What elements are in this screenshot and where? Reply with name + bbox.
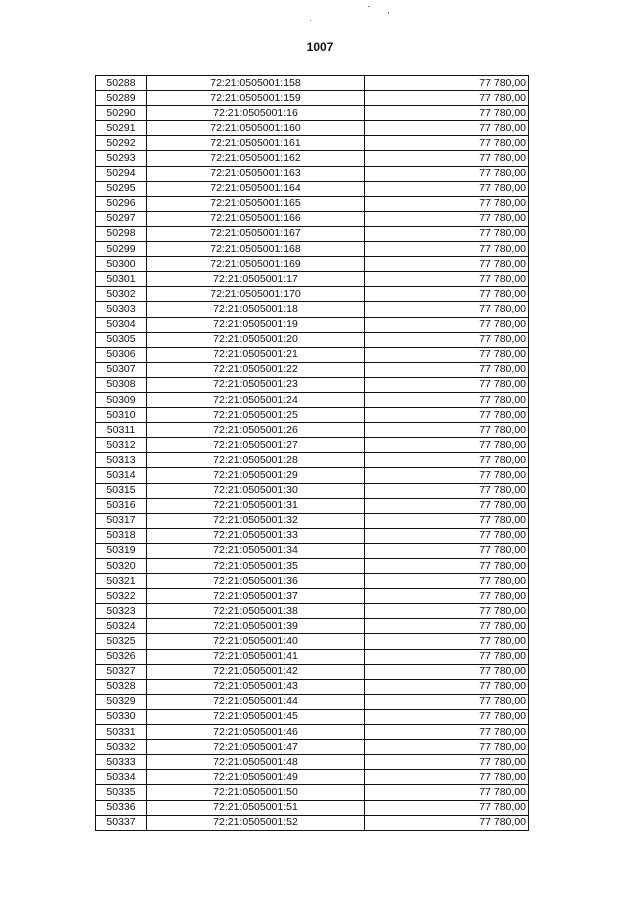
- table-row: [96, 377, 529, 392]
- value-cell: 77 780,00: [365, 725, 529, 740]
- row-id-cell: 50312: [96, 438, 147, 453]
- value-cell: 77 780,00: [365, 543, 529, 558]
- table-row: [96, 679, 529, 694]
- table-row: [96, 438, 529, 453]
- table-row: [96, 785, 529, 800]
- cadastral-number-cell: 72:21:0505001:48: [147, 755, 365, 770]
- value-cell: 77 780,00: [365, 574, 529, 589]
- row-id-cell: 50320: [96, 559, 147, 574]
- row-id-cell: 50322: [96, 589, 147, 604]
- row-id-cell: 50295: [96, 181, 147, 196]
- cadastral-number-cell: 72:21:0505001:164: [147, 181, 365, 196]
- value-cell: 77 780,00: [365, 468, 529, 483]
- cadastral-number-cell: 72:21:0505001:38: [147, 604, 365, 619]
- value-cell: 77 780,00: [365, 362, 529, 377]
- row-id-cell: 50329: [96, 694, 147, 709]
- cadastral-number-cell: 72:21:0505001:169: [147, 257, 365, 272]
- row-id-cell: 50323: [96, 604, 147, 619]
- table-row: [96, 317, 529, 332]
- cadastral-number-cell: 72:21:0505001:28: [147, 453, 365, 468]
- table-row: [96, 226, 529, 241]
- table-row: [96, 725, 529, 740]
- row-id-cell: 50304: [96, 317, 147, 332]
- value-cell: 77 780,00: [365, 181, 529, 196]
- table-row: [96, 121, 529, 136]
- value-cell: 77 780,00: [365, 634, 529, 649]
- value-cell: 77 780,00: [365, 679, 529, 694]
- table-row: [96, 483, 529, 498]
- table-row: [96, 242, 529, 257]
- value-cell: 77 780,00: [365, 332, 529, 347]
- table-row: [96, 589, 529, 604]
- table-row: [96, 257, 529, 272]
- row-id-cell: 50297: [96, 211, 147, 226]
- cadastral-number-cell: 72:21:0505001:50: [147, 785, 365, 800]
- cadastral-number-cell: 72:21:0505001:24: [147, 392, 365, 407]
- row-id-cell: 50328: [96, 679, 147, 694]
- value-cell: 77 780,00: [365, 453, 529, 468]
- row-id-cell: 50324: [96, 619, 147, 634]
- value-cell: 77 780,00: [365, 347, 529, 362]
- value-cell: 77 780,00: [365, 740, 529, 755]
- value-cell: 77 780,00: [365, 785, 529, 800]
- cadastral-number-cell: 72:21:0505001:44: [147, 694, 365, 709]
- cadastral-number-cell: 72:21:0505001:46: [147, 725, 365, 740]
- cadastral-number-cell: 72:21:0505001:29: [147, 468, 365, 483]
- cadastral-number-cell: 72:21:0505001:35: [147, 559, 365, 574]
- value-cell: 77 780,00: [365, 317, 529, 332]
- row-id-cell: 50311: [96, 423, 147, 438]
- row-id-cell: 50316: [96, 498, 147, 513]
- value-cell: 77 780,00: [365, 302, 529, 317]
- table-row: [96, 106, 529, 121]
- table-row: [96, 559, 529, 574]
- cadastral-value-table: [95, 75, 529, 831]
- row-id-cell: 50309: [96, 392, 147, 407]
- table-row: [96, 272, 529, 287]
- cadastral-number-cell: 72:21:0505001:158: [147, 76, 365, 91]
- table-row: [96, 181, 529, 196]
- table-row: [96, 392, 529, 407]
- row-id-cell: 50330: [96, 709, 147, 724]
- row-id-cell: 50310: [96, 408, 147, 423]
- table-row: [96, 347, 529, 362]
- table-row: [96, 528, 529, 543]
- value-cell: 77 780,00: [365, 709, 529, 724]
- cadastral-number-cell: 72:21:0505001:161: [147, 136, 365, 151]
- cadastral-number-cell: 72:21:0505001:40: [147, 634, 365, 649]
- row-id-cell: 50327: [96, 664, 147, 679]
- table-row: [96, 302, 529, 317]
- value-cell: 77 780,00: [365, 242, 529, 257]
- value-cell: 77 780,00: [365, 528, 529, 543]
- cadastral-number-cell: 72:21:0505001:36: [147, 574, 365, 589]
- value-cell: 77 780,00: [365, 755, 529, 770]
- value-cell: 77 780,00: [365, 226, 529, 241]
- cadastral-number-cell: 72:21:0505001:25: [147, 408, 365, 423]
- cadastral-number-cell: 72:21:0505001:16: [147, 106, 365, 121]
- row-id-cell: 50294: [96, 166, 147, 181]
- scan-mark: [310, 20, 311, 21]
- row-id-cell: 50290: [96, 106, 147, 121]
- row-id-cell: 50302: [96, 287, 147, 302]
- row-id-cell: 50333: [96, 755, 147, 770]
- row-id-cell: 50296: [96, 196, 147, 211]
- cadastral-number-cell: 72:21:0505001:168: [147, 242, 365, 257]
- cadastral-number-cell: 72:21:0505001:22: [147, 362, 365, 377]
- table-row: [96, 649, 529, 664]
- row-id-cell: 50305: [96, 332, 147, 347]
- row-id-cell: 50337: [96, 815, 147, 830]
- table-row: [96, 604, 529, 619]
- table-row: [96, 453, 529, 468]
- value-cell: 77 780,00: [365, 196, 529, 211]
- row-id-cell: 50299: [96, 242, 147, 257]
- table-row: [96, 151, 529, 166]
- cadastral-number-cell: 72:21:0505001:32: [147, 513, 365, 528]
- row-id-cell: 50317: [96, 513, 147, 528]
- cadastral-number-cell: 72:21:0505001:17: [147, 272, 365, 287]
- row-id-cell: 50336: [96, 800, 147, 815]
- table-row: [96, 166, 529, 181]
- cadastral-number-cell: 72:21:0505001:166: [147, 211, 365, 226]
- cadastral-number-cell: 72:21:0505001:23: [147, 377, 365, 392]
- cadastral-number-cell: 72:21:0505001:20: [147, 332, 365, 347]
- cadastral-number-cell: 72:21:0505001:49: [147, 770, 365, 785]
- cadastral-number-cell: 72:21:0505001:52: [147, 815, 365, 830]
- row-id-cell: 50292: [96, 136, 147, 151]
- page-number: 1007: [306, 40, 334, 54]
- value-cell: 77 780,00: [365, 619, 529, 634]
- value-cell: 77 780,00: [365, 770, 529, 785]
- row-id-cell: 50325: [96, 634, 147, 649]
- cadastral-number-cell: 72:21:0505001:42: [147, 664, 365, 679]
- value-cell: 77 780,00: [365, 166, 529, 181]
- table-row: [96, 76, 529, 91]
- table-row: [96, 709, 529, 724]
- value-cell: 77 780,00: [365, 257, 529, 272]
- table-row: [96, 634, 529, 649]
- row-id-cell: 50306: [96, 347, 147, 362]
- value-cell: 77 780,00: [365, 649, 529, 664]
- row-id-cell: 50288: [96, 76, 147, 91]
- table-row: [96, 800, 529, 815]
- table-row: [96, 91, 529, 106]
- row-id-cell: 50313: [96, 453, 147, 468]
- cadastral-number-cell: 72:21:0505001:19: [147, 317, 365, 332]
- row-id-cell: 50291: [96, 121, 147, 136]
- table-row: [96, 498, 529, 513]
- row-id-cell: 50308: [96, 377, 147, 392]
- table-row: [96, 287, 529, 302]
- row-id-cell: 50289: [96, 91, 147, 106]
- table-row: [96, 136, 529, 151]
- value-cell: 77 780,00: [365, 136, 529, 151]
- row-id-cell: 50300: [96, 257, 147, 272]
- cadastral-number-cell: 72:21:0505001:45: [147, 709, 365, 724]
- value-cell: 77 780,00: [365, 76, 529, 91]
- cadastral-number-cell: 72:21:0505001:34: [147, 543, 365, 558]
- table-row: [96, 664, 529, 679]
- table-row: [96, 362, 529, 377]
- cadastral-number-cell: 72:21:0505001:33: [147, 528, 365, 543]
- table-row: [96, 543, 529, 558]
- value-cell: 77 780,00: [365, 287, 529, 302]
- row-id-cell: 50334: [96, 770, 147, 785]
- value-cell: 77 780,00: [365, 91, 529, 106]
- table-row: [96, 755, 529, 770]
- row-id-cell: 50318: [96, 528, 147, 543]
- value-cell: 77 780,00: [365, 438, 529, 453]
- cadastral-number-cell: 72:21:0505001:43: [147, 679, 365, 694]
- cadastral-number-cell: 72:21:0505001:26: [147, 423, 365, 438]
- cadastral-number-cell: 72:21:0505001:51: [147, 800, 365, 815]
- cadastral-number-cell: 72:21:0505001:160: [147, 121, 365, 136]
- cadastral-number-cell: 72:21:0505001:167: [147, 226, 365, 241]
- cadastral-number-cell: 72:21:0505001:37: [147, 589, 365, 604]
- scan-mark: [368, 6, 370, 7]
- table-row: [96, 619, 529, 634]
- table-row: [96, 574, 529, 589]
- cadastral-number-cell: 72:21:0505001:30: [147, 483, 365, 498]
- cadastral-number-cell: 72:21:0505001:165: [147, 196, 365, 211]
- value-cell: 77 780,00: [365, 377, 529, 392]
- value-cell: 77 780,00: [365, 513, 529, 528]
- value-cell: 77 780,00: [365, 211, 529, 226]
- row-id-cell: 50314: [96, 468, 147, 483]
- value-cell: 77 780,00: [365, 483, 529, 498]
- value-cell: 77 780,00: [365, 423, 529, 438]
- row-id-cell: 50298: [96, 226, 147, 241]
- table-row: [96, 815, 529, 830]
- row-id-cell: 50332: [96, 740, 147, 755]
- cadastral-number-cell: 72:21:0505001:21: [147, 347, 365, 362]
- row-id-cell: 50321: [96, 574, 147, 589]
- value-cell: 77 780,00: [365, 815, 529, 830]
- cadastral-number-cell: 72:21:0505001:159: [147, 91, 365, 106]
- value-cell: 77 780,00: [365, 272, 529, 287]
- row-id-cell: 50335: [96, 785, 147, 800]
- cadastral-number-cell: 72:21:0505001:27: [147, 438, 365, 453]
- cadastral-number-cell: 72:21:0505001:163: [147, 166, 365, 181]
- value-cell: 77 780,00: [365, 664, 529, 679]
- table-row: [96, 694, 529, 709]
- cadastral-number-cell: 72:21:0505001:39: [147, 619, 365, 634]
- row-id-cell: 50293: [96, 151, 147, 166]
- row-id-cell: 50319: [96, 543, 147, 558]
- value-cell: 77 780,00: [365, 392, 529, 407]
- row-id-cell: 50315: [96, 483, 147, 498]
- cadastral-number-cell: 72:21:0505001:18: [147, 302, 365, 317]
- value-cell: 77 780,00: [365, 604, 529, 619]
- value-cell: 77 780,00: [365, 800, 529, 815]
- value-cell: 77 780,00: [365, 589, 529, 604]
- value-cell: 77 780,00: [365, 408, 529, 423]
- table-row: [96, 513, 529, 528]
- value-cell: 77 780,00: [365, 121, 529, 136]
- value-cell: 77 780,00: [365, 559, 529, 574]
- cadastral-number-cell: 72:21:0505001:162: [147, 151, 365, 166]
- table-body: [96, 76, 529, 831]
- cadastral-number-cell: 72:21:0505001:47: [147, 740, 365, 755]
- table-row: [96, 196, 529, 211]
- table-row: [96, 211, 529, 226]
- cadastral-number-cell: 72:21:0505001:41: [147, 649, 365, 664]
- table-row: [96, 423, 529, 438]
- scan-mark: [388, 12, 389, 14]
- row-id-cell: 50303: [96, 302, 147, 317]
- row-id-cell: 50307: [96, 362, 147, 377]
- value-cell: 77 780,00: [365, 498, 529, 513]
- row-id-cell: 50301: [96, 272, 147, 287]
- value-cell: 77 780,00: [365, 151, 529, 166]
- cadastral-number-cell: 72:21:0505001:31: [147, 498, 365, 513]
- table-row: [96, 332, 529, 347]
- table-row: [96, 770, 529, 785]
- value-cell: 77 780,00: [365, 694, 529, 709]
- value-cell: 77 780,00: [365, 106, 529, 121]
- row-id-cell: 50326: [96, 649, 147, 664]
- table-row: [96, 408, 529, 423]
- cadastral-number-cell: 72:21:0505001:170: [147, 287, 365, 302]
- row-id-cell: 50331: [96, 725, 147, 740]
- table-row: [96, 468, 529, 483]
- table-row: [96, 740, 529, 755]
